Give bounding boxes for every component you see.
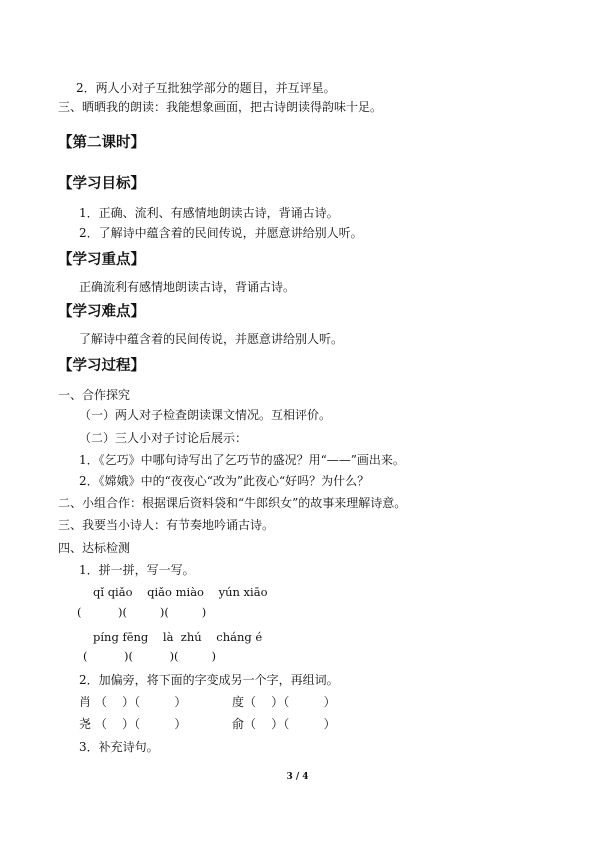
- text-line: 一、合作探究: [58, 388, 131, 402]
- text-line: 三、晒晒我的朗读：我能想象画面，把古诗朗读得韵味十足。: [58, 100, 383, 114]
- exercise-item: 度（ ）（ ）: [232, 695, 336, 709]
- text-line: 二、小组合作：根据课后资料袋和“牛郎织女”的故事来理解诗意。: [58, 496, 407, 510]
- text-line: 3．补充诗句。: [79, 740, 159, 754]
- text-line: （二）三人小对子讨论后展示：: [79, 431, 248, 445]
- text-line: 三、我要当小诗人：有节奏地吟诵古诗。: [58, 518, 275, 532]
- answer-boxes: ( )( )( ): [83, 649, 216, 663]
- text-line: 正确流利有感情地朗读古诗，背诵古诗。: [79, 280, 296, 294]
- text-line: （一）两人对子检查朗读课文情况。互相评价。: [79, 408, 332, 422]
- exercise-item: 肖 （ ）（ ）: [79, 695, 187, 709]
- exercise-item: 尧 （ ）（ ）: [79, 717, 187, 731]
- text-line: 2．加偏旁，将下面的字变成另一个字，再组词。: [79, 673, 339, 687]
- section-heading: 【学习过程】: [58, 358, 145, 374]
- section-heading: 【学习目标】: [58, 176, 145, 192]
- answer-boxes: ( )( )( ): [77, 605, 207, 619]
- text-line: 2．了解诗中蕴含着的民间传说，并愿意讲给别人听。: [79, 226, 363, 240]
- section-heading: 【第二课时】: [58, 135, 145, 151]
- page-number: 3 / 4: [286, 772, 309, 782]
- pinyin-line: píng fēng là zhú cháng é: [93, 630, 263, 644]
- exercise-item: 俞（ ）（ ）: [232, 717, 336, 731]
- text-line: 了解诗中蕴含着的民间传说，并愿意讲给别人听。: [79, 332, 344, 346]
- section-heading: 【学习重点】: [58, 252, 145, 268]
- text-line: 2．《嫦娥》中的“夜夜心“改为”此夜心“好吗？为什么？: [79, 474, 370, 488]
- text-line: 1．拼一拼，写一写。: [79, 563, 195, 577]
- section-heading: 【学习难点】: [58, 304, 145, 320]
- text-line: 2．两人小对子互批独学部分的题目，并互评星。: [76, 81, 336, 95]
- text-line: 四、达标检测: [58, 541, 131, 555]
- text-line: 1．《乞巧》中哪句诗写出了乞巧节的盛况？用“——”画出来。: [79, 453, 405, 467]
- text-line: 1．正确、流利、有感情地朗读古诗，背诵古诗。: [79, 206, 339, 220]
- pinyin-line: qǐ qiǎo qiǎo miào yún xiāo: [93, 585, 268, 599]
